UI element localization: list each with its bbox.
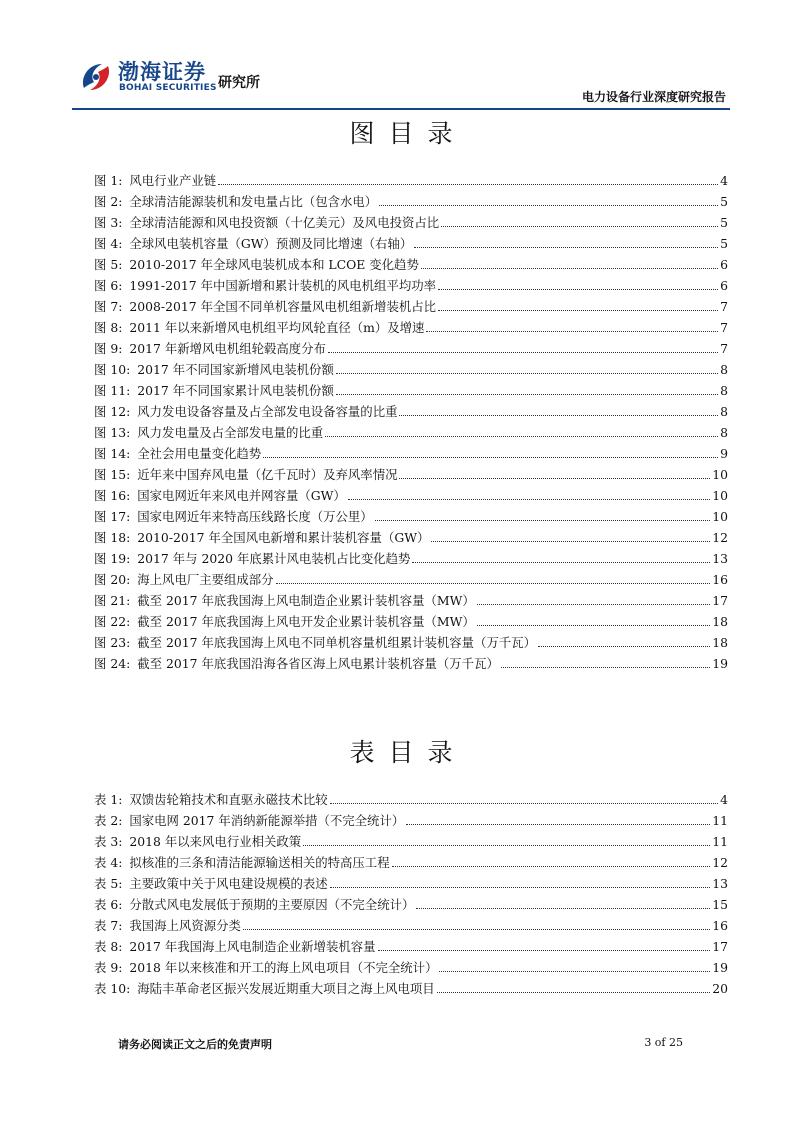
toc-entry-title: 2008-2017 年全国不同单机容量风电机组新增装机占比 [129, 299, 437, 314]
toc-entry-title: 2010-2017 年全国风电新增和累计装机容量（GW） [137, 530, 430, 545]
toc-entry-page: 8 [720, 383, 728, 398]
toc-entry-title: 国家电网近年来风电并网容量（GW） [137, 488, 346, 503]
figure-toc-entry[interactable] [94, 233, 728, 254]
toc-entry-title: 2017 年与 2020 年底累计风电装机占比变化趋势 [137, 551, 411, 566]
toc-entry-page: 12 [712, 855, 728, 870]
toc-leader-dots [330, 802, 718, 804]
toc-entry-title: 国家电网 2017 年消纳新能源举措（不完全统计） [129, 813, 405, 828]
toc-leader-dots [501, 666, 710, 668]
toc-entry-page: 7 [720, 320, 728, 335]
toc-leader-dots [328, 351, 718, 353]
toc-entry-title: 风力发电量及占全部发电量的比重 [137, 425, 324, 440]
toc-leader-dots [392, 865, 711, 867]
toc-entry-page: 10 [712, 488, 728, 503]
toc-entry-label: 表 9: [94, 960, 123, 975]
toc-leader-dots [336, 372, 718, 374]
toc-leader-dots [477, 624, 711, 626]
toc-leader-dots [375, 519, 711, 521]
toc-entry-title: 风电行业产业链 [129, 173, 217, 188]
toc-entry-title: 国家电网近年来特高压线路长度（万公里） [137, 509, 373, 524]
toc-entry-label: 图 2: [94, 194, 123, 209]
toc-entry-label: 表 4: [94, 855, 123, 870]
figure-toc-entry[interactable] [94, 338, 728, 359]
toc-entry-page: 18 [712, 635, 728, 650]
toc-entry-title: 近年来中国弃风电量（亿千瓦时）及弃风率情况 [137, 467, 398, 482]
logo-chinese-name: 渤海证券 [118, 59, 206, 84]
toc-entry-label: 表 1: [94, 792, 123, 807]
toc-entry-page: 13 [712, 551, 728, 566]
table-toc-entry[interactable] [94, 810, 728, 831]
toc-entry-label: 图 6: [94, 278, 123, 293]
toc-entry-title: 2011 年以来新增风电机组平均风轮直径（m）及增速 [129, 320, 425, 335]
logo-department: 研究所 [218, 75, 260, 91]
figure-toc-entry[interactable] [94, 191, 728, 212]
toc-entry-title: 全球清洁能源和风电投资额（十亿美元）及风电投资占比 [129, 215, 440, 230]
toc-entry-label: 图 1: [94, 173, 123, 188]
toc-entry-title: 全球风电装机容量（GW）预测及同比增速（右轴） [129, 236, 413, 251]
toc-entry-page: 10 [712, 509, 728, 524]
figure-toc-entry[interactable] [94, 422, 728, 443]
toc-leader-dots [426, 330, 718, 332]
figure-toc-entry[interactable] [94, 569, 728, 590]
figure-toc-entry[interactable] [94, 170, 728, 191]
figure-toc-entry[interactable] [94, 632, 728, 653]
toc-leader-dots [325, 435, 718, 437]
toc-entry-title: 2017 年新增风电机组轮毂高度分布 [129, 341, 326, 356]
toc-entry-page: 8 [720, 425, 728, 440]
figure-toc-entry[interactable] [94, 506, 728, 527]
toc-entry-label: 图 12: [94, 404, 131, 419]
toc-entry-title: 2018 年以来风电行业相关政策 [129, 834, 302, 849]
toc-entry-label: 表 5: [94, 876, 123, 891]
toc-entry-page: 17 [712, 593, 728, 608]
toc-leader-dots [218, 183, 718, 185]
toc-leader-dots [431, 540, 710, 542]
toc-entry-page: 6 [720, 278, 728, 293]
toc-entry-label: 图 19: [94, 551, 131, 566]
toc-entry-title: 全社会用电量变化趋势 [137, 446, 262, 461]
figure-toc-entry[interactable] [94, 653, 728, 674]
toc-leader-dots [477, 603, 711, 605]
toc-entry-label: 表 7: [94, 918, 123, 933]
toc-entry-page: 7 [720, 341, 728, 356]
header-divider [72, 108, 730, 110]
table-toc-entry[interactable] [94, 915, 728, 936]
toc-entry-title: 海上风电厂主要组成部分 [137, 572, 274, 587]
toc-entry-page: 17 [712, 939, 728, 954]
toc-entry-page: 4 [720, 173, 728, 188]
toc-leader-dots [412, 561, 710, 563]
toc-leader-dots [441, 225, 718, 227]
table-toc-entry[interactable] [94, 936, 728, 957]
toc-entry-label: 图 13: [94, 425, 131, 440]
toc-entry-title: 截至 2017 年底我国沿海各省区海上风电累计装机容量（万千瓦） [137, 656, 499, 671]
toc-entry-page: 20 [712, 981, 728, 996]
toc-entry-page: 11 [712, 813, 728, 828]
toc-leader-dots [399, 477, 710, 479]
toc-entry-page: 13 [712, 876, 728, 891]
toc-leader-dots [414, 246, 718, 248]
toc-entry-label: 图 3: [94, 215, 123, 230]
toc-entry-page: 6 [720, 257, 728, 272]
figure-toc-entry[interactable] [94, 296, 728, 317]
table-toc-entry[interactable] [94, 978, 728, 999]
toc-entry-title: 主要政策中关于风电建设规模的表述 [129, 876, 328, 891]
report-type: 电力设备行业深度研究报告 [581, 90, 726, 104]
toc-entry-label: 图 4: [94, 236, 123, 251]
toc-entry-page: 19 [712, 656, 728, 671]
toc-entry-title: 截至 2017 年底我国海上风电开发企业累计装机容量（MW） [137, 614, 475, 629]
toc-leader-dots [538, 645, 710, 647]
figures-toc-list [94, 170, 728, 674]
figure-toc-entry[interactable] [94, 443, 728, 464]
toc-entry-label: 图 7: [94, 299, 123, 314]
footer-disclaimer: 请务必阅读正文之后的免责声明 [118, 1038, 272, 1051]
toc-leader-dots [416, 907, 710, 909]
toc-entry-title: 我国海上风资源分类 [129, 918, 241, 933]
toc-entry-page: 11 [712, 834, 728, 849]
toc-leader-dots [303, 844, 710, 846]
figure-toc-entry[interactable] [94, 401, 728, 422]
toc-entry-title: 2018 年以来核准和开工的海上风电项目（不完全统计） [129, 960, 438, 975]
toc-entry-label: 图 22: [94, 614, 131, 629]
toc-entry-page: 8 [720, 404, 728, 419]
toc-entry-label: 图 8: [94, 320, 123, 335]
toc-entry-label: 图 15: [94, 467, 131, 482]
toc-entry-title: 分散式风电发展低于预期的主要原因（不完全统计） [129, 897, 415, 912]
figure-toc-entry[interactable] [94, 254, 728, 275]
figure-toc-entry[interactable] [94, 548, 728, 569]
figure-toc-entry[interactable] [94, 317, 728, 338]
toc-entry-page: 5 [720, 194, 728, 209]
toc-leader-dots [421, 267, 718, 269]
toc-entry-page: 18 [712, 614, 728, 629]
figure-toc-entry[interactable] [94, 485, 728, 506]
toc-entry-page: 9 [720, 446, 728, 461]
figure-toc-entry[interactable] [94, 527, 728, 548]
toc-entry-page: 8 [720, 362, 728, 377]
report-header [72, 52, 730, 108]
toc-entry-page: 15 [712, 897, 728, 912]
page-indicator: 3 of 25 [644, 1036, 683, 1049]
toc-leader-dots [406, 823, 710, 825]
figure-toc-entry[interactable] [94, 590, 728, 611]
tables-toc-list [94, 789, 728, 999]
table-toc-entry[interactable] [94, 831, 728, 852]
toc-entry-page: 7 [720, 299, 728, 314]
toc-entry-page: 5 [720, 236, 728, 251]
table-toc-entry[interactable] [94, 852, 728, 873]
toc-entry-page: 10 [712, 467, 728, 482]
figure-toc-entry[interactable] [94, 275, 728, 296]
table-toc-entry[interactable] [94, 894, 728, 915]
toc-entry-title: 双馈齿轮箱技术和直驱永磁技术比较 [129, 792, 328, 807]
toc-entry-label: 表 8: [94, 939, 123, 954]
toc-leader-dots [243, 928, 710, 930]
toc-entry-page: 16 [712, 572, 728, 587]
toc-entry-title: 2017 年不同国家新增风电装机份额 [137, 362, 334, 377]
toc-leader-dots [348, 498, 710, 500]
figure-toc-entry[interactable] [94, 380, 728, 401]
toc-entry-label: 图 23: [94, 635, 131, 650]
toc-leader-dots [379, 204, 718, 206]
table-toc-entry[interactable] [94, 957, 728, 978]
toc-entry-label: 表 3: [94, 834, 123, 849]
toc-entry-title: 风力发电设备容量及占全部发电设备容量的比重 [137, 404, 398, 419]
toc-entry-page: 5 [720, 215, 728, 230]
figure-toc-entry[interactable] [94, 359, 728, 380]
toc-entry-label: 图 16: [94, 488, 131, 503]
toc-leader-dots [438, 288, 718, 290]
toc-entry-title: 海陆丰革命老区振兴发展近期重大项目之海上风电项目 [137, 981, 435, 996]
toc-entry-label: 表 10: [94, 981, 131, 996]
toc-entry-title: 1991-2017 年中国新增和累计装机的风电机组平均功率 [129, 278, 437, 293]
toc-entry-label: 图 20: [94, 572, 131, 587]
toc-leader-dots [437, 991, 711, 993]
toc-leader-dots [276, 582, 711, 584]
toc-entry-label: 图 9: [94, 341, 123, 356]
table-toc-entry[interactable] [94, 873, 728, 894]
toc-entry-title: 截至 2017 年底我国海上风电不同单机容量机组累计装机容量（万千瓦） [137, 635, 537, 650]
toc-entry-label: 表 2: [94, 813, 123, 828]
toc-entry-label: 图 24: [94, 656, 131, 671]
figure-toc-entry[interactable] [94, 212, 728, 233]
toc-leader-dots [438, 309, 718, 311]
toc-leader-dots [263, 456, 718, 458]
toc-leader-dots [336, 393, 718, 395]
toc-entry-label: 图 10: [94, 362, 131, 377]
toc-leader-dots [378, 949, 711, 951]
toc-entry-title: 2010-2017 年全球风电装机成本和 LCOE 变化趋势 [129, 257, 419, 272]
toc-entry-title: 2017 年我国海上风电制造企业新增装机容量 [129, 939, 376, 954]
toc-entry-label: 图 5: [94, 257, 123, 272]
toc-entry-label: 图 17: [94, 509, 131, 524]
toc-entry-title: 全球清洁能源装机和发电量占比（包含水电） [129, 194, 378, 209]
toc-entry-label: 表 6: [94, 897, 123, 912]
toc-entry-label: 图 14: [94, 446, 131, 461]
toc-entry-page: 4 [720, 792, 728, 807]
toc-leader-dots [399, 414, 718, 416]
toc-entry-page: 19 [712, 960, 728, 975]
toc-entry-label: 图 18: [94, 530, 131, 545]
bohai-swirl-logo-icon [78, 58, 114, 96]
toc-entry-label: 图 21: [94, 593, 131, 608]
toc-leader-dots [439, 970, 710, 972]
figure-toc-entry[interactable] [94, 611, 728, 632]
toc-entry-title: 截至 2017 年底我国海上风电制造企业累计装机容量（MW） [137, 593, 475, 608]
figures-toc-title: 图目录 [349, 119, 467, 148]
toc-entry-label: 图 11: [94, 383, 131, 398]
toc-entry-title: 2017 年不同国家累计风电装机份额 [137, 383, 334, 398]
tables-toc-title: 表目录 [349, 738, 467, 767]
toc-entry-page: 16 [712, 918, 728, 933]
figure-toc-entry[interactable] [94, 464, 728, 485]
toc-entry-title: 拟核准的三条和清洁能源输送相关的特高压工程 [129, 855, 390, 870]
table-toc-entry[interactable] [94, 789, 728, 810]
toc-leader-dots [330, 886, 711, 888]
toc-entry-page: 12 [712, 530, 728, 545]
logo-english-name: BOHAI SECURITIES [119, 83, 217, 93]
